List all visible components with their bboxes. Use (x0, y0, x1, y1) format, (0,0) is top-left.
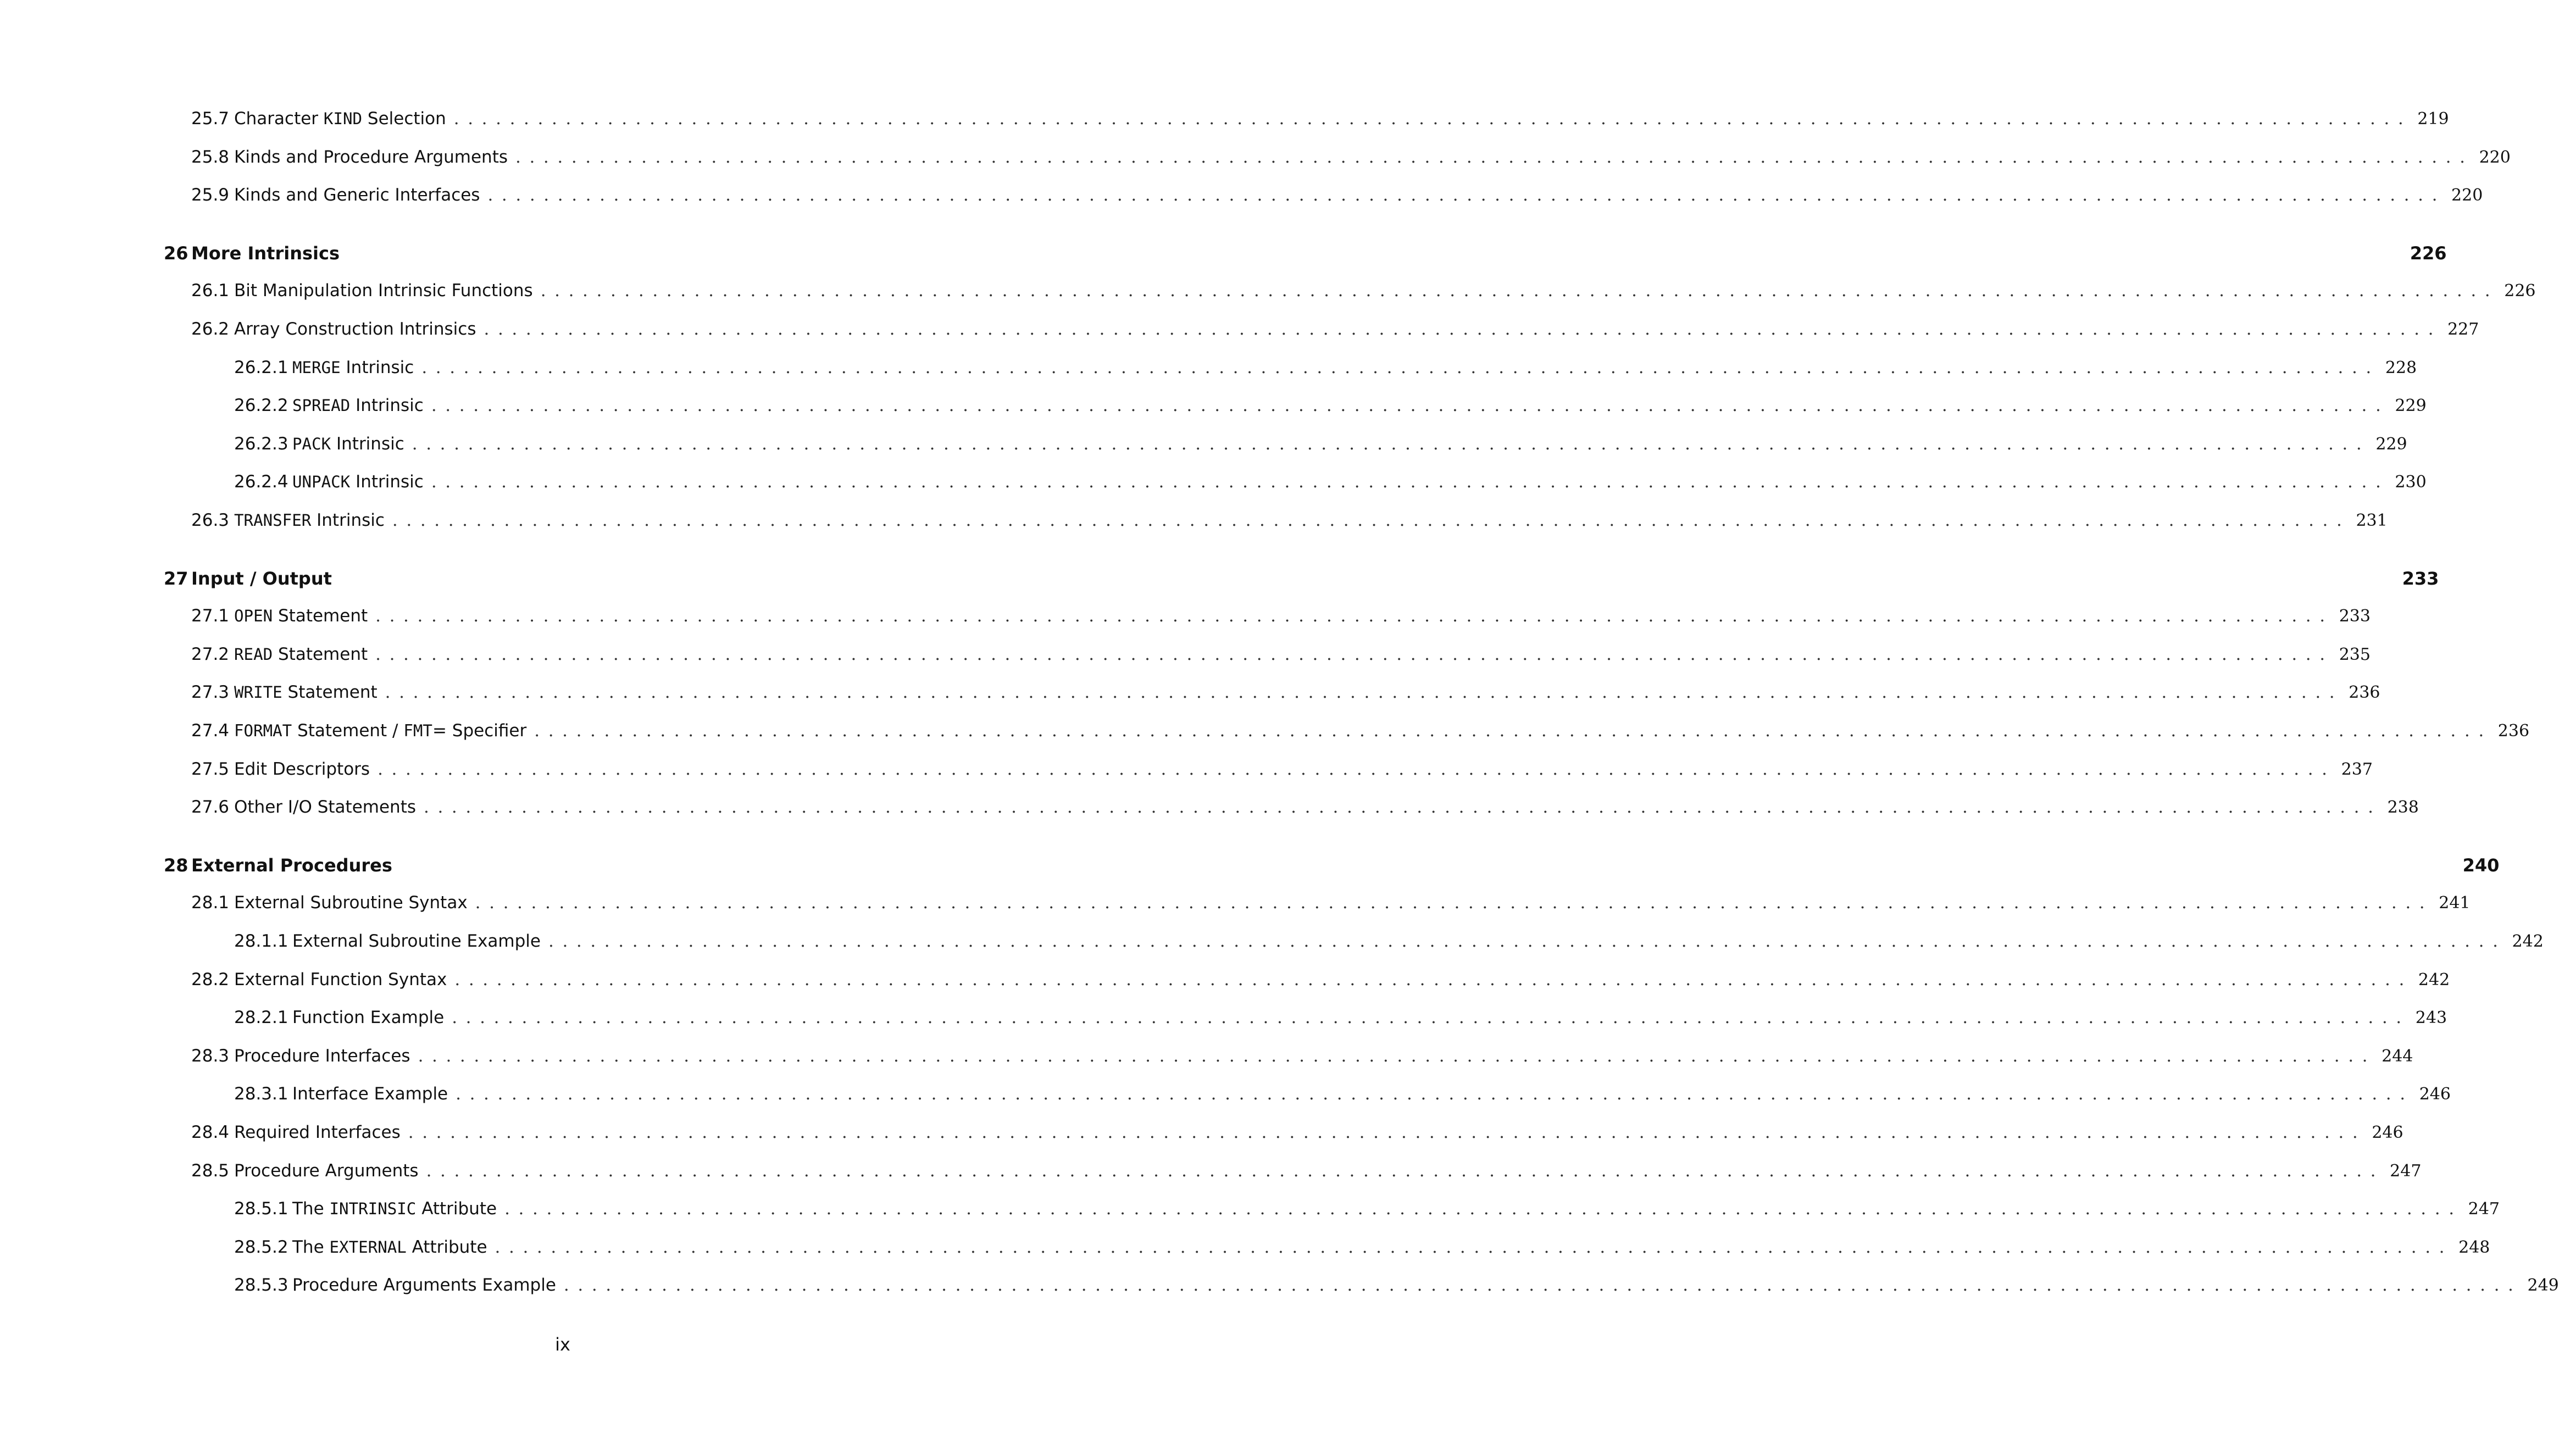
toc-entry[interactable] (234, 1008, 2447, 1034)
toc-chapter-entry[interactable] (164, 243, 2447, 269)
toc-entry-number: 28.1 (191, 893, 230, 913)
toc-entry[interactable] (191, 109, 2449, 135)
toc-entry-title-text: Intrinsic (350, 472, 424, 492)
toc-entry-title-text: External Procedures (191, 855, 392, 876)
toc-dot-leader: ............................................................................................................................................ (540, 281, 2499, 301)
toc-entry[interactable] (191, 281, 2536, 307)
toc-entry-page: 237 (2341, 760, 2373, 779)
toc-entry-title-text: The (292, 1199, 330, 1219)
toc-dot-leader: ............................................................................................................................................ (424, 797, 2382, 817)
toc-entry[interactable] (234, 472, 2427, 498)
toc-entry-number: 28.5.2 (234, 1237, 288, 1257)
toc-entry-page: 246 (2372, 1123, 2403, 1142)
toc-entry-number: 28.3 (191, 1046, 230, 1066)
toc-entry-title-text: Kinds and Generic Interfaces (234, 185, 480, 205)
toc-entry-title (234, 970, 447, 990)
toc-entry-title-text: More Intrinsics (191, 243, 340, 264)
toc-entry-page: 227 (2447, 320, 2479, 339)
toc-entry-page: 249 (2527, 1276, 2559, 1295)
toc-entry-number: 26.2.2 (234, 396, 288, 415)
toc-entry[interactable] (234, 1275, 2559, 1302)
toc-entry-title-text: Interface Example (292, 1084, 448, 1104)
toc-entry[interactable] (191, 1046, 2413, 1072)
toc-dot-leader: ............................................................................................................................................ (378, 759, 2336, 779)
toc-entry-title-code: READ (234, 645, 273, 664)
toc-entry-number: 28.1.1 (234, 931, 288, 951)
toc-entry-title-text: Function Example (292, 1008, 445, 1027)
toc-entry-title (234, 682, 378, 702)
toc-entry[interactable] (191, 1122, 2403, 1149)
page-number: ix (555, 1334, 570, 1355)
toc-entry-title-text: Procedure Interfaces (234, 1046, 410, 1066)
toc-entry-page: 233 (2339, 607, 2371, 626)
toc-entry-title-text: Attribute (416, 1199, 497, 1219)
toc-entry-title-text: Procedure Arguments Example (292, 1275, 556, 1295)
toc-dot-leader: ............................................................................................................................................ (375, 606, 2334, 626)
toc-entry-title (292, 1237, 487, 1257)
toc-entry[interactable] (191, 893, 2471, 919)
toc-dot-leader: ............................................................................................................................................ (431, 472, 2390, 492)
toc-entry-title-text: Array Construction Intrinsics (234, 319, 476, 339)
toc-chapter-entry[interactable] (164, 568, 2439, 594)
toc-entry-title-text: Statement (273, 644, 368, 664)
toc-entry-title-text: Statement (273, 606, 368, 626)
toc-dot-leader: ............................................................................................................................................ (426, 1161, 2385, 1181)
toc-entry-page: 247 (2390, 1162, 2422, 1181)
toc-entry-number: 27.3 (191, 682, 230, 702)
toc-entry-title (234, 721, 526, 741)
toc-entry-page: 246 (2419, 1085, 2451, 1104)
toc-entry-number: 27.2 (191, 644, 230, 664)
toc-entry-number: 25.9 (191, 185, 230, 205)
toc-entry-page: 243 (2415, 1008, 2447, 1027)
toc-entry-title (292, 472, 424, 492)
toc-entry-title-text: External Function Syntax (234, 970, 447, 990)
toc-entry-page: 233 (2402, 568, 2439, 589)
toc-dot-leader: ............................................................................................................................................ (453, 109, 2412, 129)
toc-entry-number: 26.2.3 (234, 434, 288, 454)
toc-entry-title-text: Selection (362, 109, 446, 129)
toc-entry-title-code: TRANSFER (234, 511, 312, 530)
toc-entry-title-text: Statement / (292, 721, 404, 741)
toc-entry-page: 241 (2439, 893, 2471, 913)
toc-entry-title-text: Procedure Arguments (234, 1161, 419, 1181)
toc-entry-number: 25.8 (191, 147, 230, 167)
toc-entry-title (292, 1008, 444, 1027)
toc-entry-number: 28.5 (191, 1161, 230, 1181)
toc-entry-title-code: KIND (323, 109, 363, 128)
toc-entry-page: 230 (2395, 473, 2427, 492)
toc-dot-leader: ............................................................................................................................................ (385, 682, 2344, 702)
toc-entry-title (234, 644, 368, 664)
toc-entry-title (234, 185, 480, 205)
toc-entry-title-text: External Subroutine Example (292, 931, 541, 951)
toc-entry-page: 236 (2349, 683, 2380, 702)
toc-entry-title (292, 396, 424, 415)
toc-entry-title (234, 893, 468, 913)
toc-entry-page: 226 (2410, 243, 2447, 264)
toc-entry[interactable] (191, 185, 2483, 212)
toc-entry-title-text: Attribute (406, 1237, 487, 1257)
toc-entry[interactable] (234, 931, 2544, 958)
toc-entry-page: 228 (2385, 358, 2417, 377)
toc-entry-title (292, 1275, 556, 1295)
toc-entry[interactable] (191, 1161, 2422, 1187)
toc-dot-leader: ............................................................................................................................................ (534, 721, 2493, 741)
toc-entry-title-code: EXTERNAL (329, 1238, 407, 1257)
toc-dot-leader: ............................................................................................................................................ (456, 1084, 2414, 1104)
toc-entry-title-text: Intrinsic (350, 396, 424, 415)
toc-dot-leader: ............................................................................................................................................ (504, 1199, 2463, 1219)
toc-dot-leader: ............................................................................................................................................ (548, 931, 2507, 951)
toc-entry-page: 220 (2479, 148, 2511, 167)
toc-dot-leader: ............................................................................................................................................ (431, 396, 2390, 415)
toc-entry-page: 219 (2417, 109, 2449, 129)
toc-entry-title-text: Kinds and Procedure Arguments (234, 147, 508, 167)
toc-entry[interactable] (191, 510, 2388, 537)
toc-entry-title-text: Bit Manipulation Intrinsic Functions (234, 281, 533, 301)
toc-entry-page: 231 (2356, 511, 2388, 530)
toc-dot-leader: ............................................................................................................................................ (452, 1008, 2410, 1027)
toc-entry-number: 28.2 (191, 970, 230, 990)
toc-entry-number: 26.1 (191, 281, 230, 301)
toc-entry[interactable] (191, 147, 2511, 174)
toc-entry-page: 247 (2468, 1199, 2500, 1219)
toc-entry[interactable] (234, 1237, 2490, 1264)
toc-entry-title (234, 606, 368, 626)
toc-entry-page: 242 (2512, 932, 2544, 951)
toc-entry-title-text: Other I/O Statements (234, 797, 416, 817)
toc-entry[interactable] (234, 1084, 2451, 1110)
toc-entry[interactable] (191, 970, 2450, 996)
toc-dot-leader: ............................................................................................................................................ (495, 1237, 2453, 1257)
toc-entry-title (234, 797, 416, 817)
toc-entry-title (234, 281, 533, 301)
toc-entry-number: 28 (164, 855, 188, 876)
toc-entry-number: 27.1 (191, 606, 230, 626)
toc-entry-title-code: FMT (403, 721, 432, 740)
toc-entry-number: 26.2 (191, 319, 230, 339)
toc-entry-title-code: MERGE (292, 358, 341, 377)
toc-entry-number: 28.2.1 (234, 1008, 288, 1027)
toc-entry-number: 28.4 (191, 1122, 230, 1142)
toc-entry-title (234, 147, 508, 167)
toc-entry-title (292, 931, 541, 951)
toc-dot-leader: ............................................................................................................................................ (563, 1275, 2522, 1295)
toc-entry[interactable] (234, 396, 2427, 422)
toc-entry-title (234, 1122, 401, 1142)
toc-entry[interactable] (191, 721, 2530, 747)
toc-entry-title (191, 568, 332, 589)
toc-entry-page: 242 (2418, 970, 2450, 990)
toc-entry-page: 248 (2458, 1238, 2490, 1257)
toc-dot-leader: ............................................................................................................................................ (418, 1046, 2377, 1066)
toc-entry-title-code: PACK (292, 435, 331, 453)
toc-entry[interactable] (234, 1199, 2500, 1225)
toc-entry-page: 240 (2462, 855, 2500, 876)
toc-entry-title (234, 759, 370, 779)
toc-entry-title-text: Statement (282, 682, 378, 702)
toc-entry-title-code: WRITE (234, 683, 282, 702)
toc-entry-title (292, 358, 414, 377)
toc-entry-title (234, 109, 446, 129)
toc-entry-number: 25.7 (191, 109, 230, 129)
toc-entry-page: 238 (2387, 798, 2419, 817)
toc-entry-title (234, 510, 385, 530)
toc-entry-title-code: FORMAT (234, 721, 292, 740)
toc-entry-title (234, 1161, 419, 1181)
toc-entry-title-text: Intrinsic (311, 510, 385, 530)
toc-entry-title-text: Edit Descriptors (234, 759, 370, 779)
toc-entry-title-text: Character (234, 109, 324, 129)
toc-dot-leader: ............................................................................................................................................ (515, 147, 2474, 167)
toc-entry-number: 28.5.1 (234, 1199, 288, 1219)
toc-entry-number: 27.4 (191, 721, 230, 741)
toc-dot-leader: ............................................................................................................................................ (412, 434, 2371, 454)
toc-entry-title (234, 1046, 410, 1066)
toc-entry[interactable] (191, 644, 2371, 671)
toc-entry-title-text: Input / Output (191, 568, 332, 589)
toc-entry-page: 229 (2375, 435, 2407, 454)
toc-entry-number: 28.3.1 (234, 1084, 288, 1104)
toc-entry-page: 226 (2504, 281, 2536, 301)
toc-entry-title (292, 1084, 448, 1104)
toc-entry-title-text: Intrinsic (331, 434, 404, 454)
toc-entry-title (292, 434, 404, 454)
toc-dot-leader: ............................................................................................................................................ (475, 893, 2434, 913)
toc-dot-leader: ............................................................................................................................................ (484, 319, 2443, 339)
toc-dot-leader: ............................................................................................................................................ (487, 185, 2446, 205)
toc-entry[interactable] (191, 682, 2380, 709)
toc-entry-title (191, 243, 340, 264)
toc-entry-title-code: OPEN (234, 607, 273, 625)
toc-entry-title-text: External Subroutine Syntax (234, 893, 468, 913)
toc-entry-title-text: Intrinsic (340, 358, 414, 377)
toc-chapter-entry[interactable] (164, 855, 2500, 881)
toc-entry-number: 26 (164, 243, 188, 264)
toc-entry-number: 27.6 (191, 797, 230, 817)
toc-entry-title-text: The (292, 1237, 330, 1257)
toc-dot-leader: ............................................................................................................................................ (392, 510, 2351, 530)
toc-dot-leader: ............................................................................................................................................ (408, 1122, 2367, 1142)
toc-entry-number: 26.2.4 (234, 472, 288, 492)
toc-entry-title-code: SPREAD (292, 396, 351, 415)
toc-entry-number: 26.2.1 (234, 358, 288, 377)
toc-entry-title (292, 1199, 497, 1219)
toc-entry-title (191, 855, 392, 876)
toc-entry-page: 236 (2497, 721, 2530, 741)
toc-entry[interactable] (234, 434, 2407, 460)
toc-entry-number: 27.5 (191, 759, 230, 779)
toc-dot-leader: ............................................................................................................................................ (375, 644, 2334, 664)
toc-entry-number: 26.3 (191, 510, 230, 530)
toc-entry-number: 27 (164, 568, 188, 589)
toc-entry[interactable] (234, 358, 2417, 384)
toc-entry-title-code: UNPACK (292, 473, 351, 491)
toc-entry-page: 220 (2451, 186, 2483, 205)
toc-entry-page: 235 (2339, 645, 2371, 664)
toc-dot-leader: ............................................................................................................................................ (454, 970, 2413, 990)
toc-entry[interactable] (191, 797, 2419, 824)
toc-entry[interactable] (191, 759, 2373, 786)
toc-entry-page: 229 (2395, 396, 2427, 415)
toc-entry-title (234, 319, 476, 339)
toc-dot-leader: ............................................................................................................................................ (421, 358, 2380, 377)
toc-entry-title-code: INTRINSIC (329, 1199, 417, 1218)
toc-entry-page: 244 (2382, 1047, 2413, 1066)
toc-entry[interactable] (191, 319, 2479, 346)
toc-entry[interactable] (191, 606, 2371, 632)
toc-entry-title-text: Required Interfaces (234, 1122, 401, 1142)
toc-entry-number: 28.5.3 (234, 1275, 288, 1295)
toc-entry-title-text: = Specifier (432, 721, 527, 741)
